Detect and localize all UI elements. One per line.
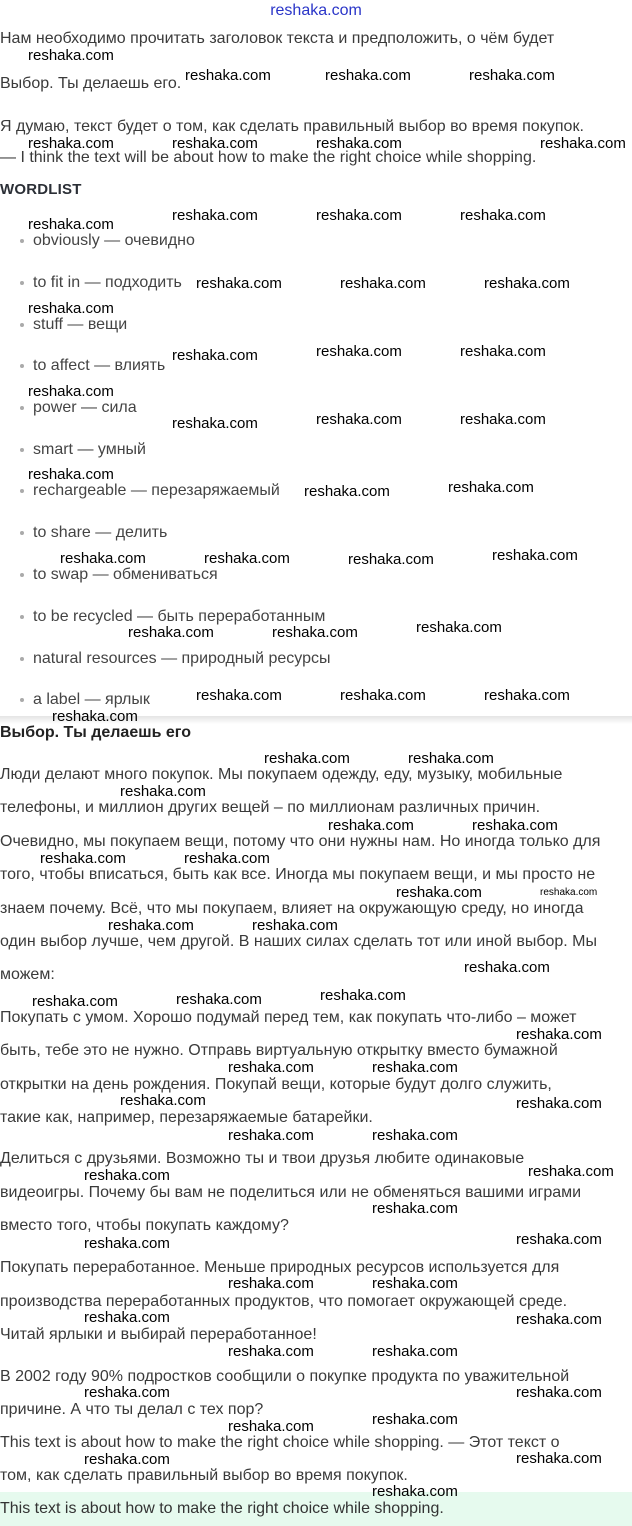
watermark-text: reshaka.com: [472, 817, 558, 834]
watermark-text: reshaka.com: [264, 750, 350, 767]
article-line: открытки на день рождения. Покупай вещи, которые будут долго служить,: [0, 1076, 552, 1093]
watermark-text: reshaka.com: [372, 1483, 458, 1500]
article-line: можем:: [0, 966, 55, 983]
wordlist-item-text: stuff — вещи: [33, 316, 128, 333]
wordlist-item-text: obviously — очевидно: [33, 232, 195, 249]
watermark-text: reshaka.com: [316, 343, 402, 360]
bullet-icon: [20, 657, 24, 661]
watermark-text: reshaka.com: [320, 987, 406, 1004]
watermark-text: reshaka.com: [228, 1275, 314, 1292]
watermark-text: reshaka.com: [372, 1343, 458, 1360]
article-line: том, как сделать правильный выбор во время покупок.: [0, 1467, 408, 1484]
wordlist-item-text: to share — делить: [33, 524, 168, 541]
watermark-text: reshaka.com: [84, 1309, 170, 1326]
watermark-text: reshaka.com: [28, 135, 114, 152]
article-line: Покупать с умом. Хорошо подумай перед тем, как покупать что-либо – может: [0, 1009, 577, 1026]
watermark-text: reshaka.com: [28, 466, 114, 483]
bullet-icon: [20, 489, 24, 493]
watermark-text: reshaka.com: [272, 624, 358, 641]
watermark-text: reshaka.com: [172, 207, 258, 224]
bullet-icon: [20, 448, 24, 452]
watermark-text: reshaka.com: [460, 411, 546, 428]
watermark-text: reshaka.com: [172, 415, 258, 432]
watermark-text: reshaka.com: [120, 1092, 206, 1109]
wordlist-item-text: to fit in — подходить: [33, 274, 182, 291]
article-line: вместо того, чтобы покупать каждому?: [0, 1217, 289, 1234]
watermark-text: reshaka.com: [120, 783, 206, 800]
watermark-text: reshaka.com: [372, 1059, 458, 1076]
wordlist-item-text: a label — ярлык: [33, 691, 150, 708]
watermark-text: reshaka.com: [252, 917, 338, 934]
watermark-text: reshaka.com: [484, 275, 570, 292]
watermark-text: reshaka.com: [469, 67, 555, 84]
answer-en: — I think the text will be about how to make the right choice while shopping.: [0, 149, 537, 166]
wordlist-item-text: to swap — обмениваться: [33, 566, 218, 583]
bullet-icon: [20, 531, 24, 535]
watermark-text: reshaka.com: [28, 300, 114, 317]
wordlist-item: [20, 566, 218, 584]
bullet-icon: [20, 615, 24, 619]
final-answer: This text is about how to make the right choice while shopping.: [0, 1500, 444, 1517]
article-line: Люди делают много покупок. Мы покупаем одежду, еду, музыку, мобильные: [0, 766, 563, 783]
watermark-text: reshaka.com: [408, 750, 494, 767]
bullet-icon: [20, 364, 24, 368]
article-line: телефоны, и миллион других вещей – по миллионам различных причин.: [0, 799, 541, 816]
watermark-text: reshaka.com: [108, 917, 194, 934]
article-line: видеоигры. Почему бы вам не поделиться или не обменяться вашими играми: [0, 1184, 582, 1201]
wordlist-item: [20, 482, 280, 500]
article-line: причине. А что ты делал с тех пор?: [0, 1401, 264, 1418]
article-line: Читай ярлыки и выбирай переработанное!: [0, 1326, 317, 1343]
article-line: Очевидно, мы покупаем вещи, потому что они нужны нам. Но иногда только для: [0, 833, 601, 850]
watermark-text: reshaka.com: [316, 207, 402, 224]
watermark-text: reshaka.com: [516, 1095, 602, 1112]
watermark-text: reshaka.com: [84, 1235, 170, 1252]
watermark-text: reshaka.com: [228, 1418, 314, 1435]
article-line: один выбор лучше, чем другой. В наших силах сделать тот или иной выбор. Мы: [0, 933, 597, 950]
watermark-text: reshaka.com: [528, 1163, 614, 1180]
wordlist-item: [20, 691, 150, 709]
watermark-text: reshaka.com: [228, 1343, 314, 1360]
bullet-icon: [20, 698, 24, 702]
watermark-text: reshaka.com: [516, 1450, 602, 1467]
watermark-text: reshaka.com: [204, 550, 290, 567]
watermark-text: reshaka.com: [540, 887, 598, 898]
wordlist-item-text: to be recycled — быть переработанным: [33, 608, 326, 625]
watermark-text: reshaka.com: [516, 1384, 602, 1401]
bullet-icon: [20, 239, 24, 243]
watermark-text: reshaka.com: [492, 547, 578, 564]
wordlist-heading: WORDLIST: [0, 181, 82, 198]
watermark-text: reshaka.com: [184, 850, 270, 867]
watermark-text: reshaka.com: [128, 624, 214, 641]
watermark-text: reshaka.com: [84, 1451, 170, 1468]
watermark-text: reshaka.com: [372, 1275, 458, 1292]
watermark-text: reshaka.com: [372, 1411, 458, 1428]
site-header-logo[interactable]: reshaka.com: [270, 2, 362, 19]
wordlist-item: [20, 232, 195, 250]
watermark-text: reshaka.com: [516, 1026, 602, 1043]
article-line: Делиться с друзьями. Возможно ты и твои друзья любите одинаковые: [0, 1150, 525, 1167]
watermark-text: reshaka.com: [460, 207, 546, 224]
article-line: быть, тебе это не нужно. Отправь виртуальную открытку вместо бумажной: [0, 1042, 558, 1059]
wordlist-item: [20, 316, 127, 334]
watermark-text: reshaka.com: [52, 708, 138, 725]
watermark-text: reshaka.com: [60, 550, 146, 567]
watermark-text: reshaka.com: [396, 884, 482, 901]
wordlist-item-text: smart — умный: [33, 441, 146, 458]
watermark-text: reshaka.com: [372, 1127, 458, 1144]
wordlist-item-text: power — сила: [33, 399, 137, 416]
article-line: производства переработанных продуктов, что помогает окружающей среде.: [0, 1293, 568, 1310]
watermark-text: reshaka.com: [348, 551, 434, 568]
watermark-text: reshaka.com: [172, 347, 258, 364]
watermark-text: reshaka.com: [28, 47, 114, 64]
watermark-text: reshaka.com: [340, 687, 426, 704]
watermark-text: reshaka.com: [372, 1200, 458, 1217]
wordlist-item: [20, 274, 182, 292]
watermark-text: reshaka.com: [316, 135, 402, 152]
wordlist-item-text: rechargeable — перезаряжаемый: [33, 482, 280, 499]
article-line: This text is about how to make the right choice while shopping. — Этот текст о: [0, 1434, 560, 1451]
watermark-text: reshaka.com: [304, 483, 390, 500]
watermark-text: reshaka.com: [228, 1127, 314, 1144]
watermark-text: reshaka.com: [84, 1384, 170, 1401]
watermark-text: reshaka.com: [416, 619, 502, 636]
watermark-text: reshaka.com: [328, 817, 414, 834]
bullet-icon: [20, 573, 24, 577]
watermark-text: reshaka.com: [196, 275, 282, 292]
watermark-text: reshaka.com: [84, 1167, 170, 1184]
watermark-text: reshaka.com: [516, 1311, 602, 1328]
bullet-icon: [20, 406, 24, 410]
wordlist-item-text: natural resources — природный ресурсы: [33, 650, 331, 667]
watermark-text: reshaka.com: [196, 687, 282, 704]
wordlist-item: [20, 650, 331, 668]
article-line: знаем почему. Всё, что мы покупаем, влияет на окружающую среду, но иногда: [0, 900, 584, 917]
article-line: Покупать переработанное. Меньше природных ресурсов используется для: [0, 1259, 560, 1276]
watermark-text: reshaka.com: [464, 959, 550, 976]
site-header: [0, 2, 632, 20]
article-line: того, чтобы вписаться, быть как все. Иногда мы покупаем вещи, и мы просто не: [0, 866, 596, 883]
watermark-text: reshaka.com: [176, 991, 262, 1008]
article-line: В 2002 году 90% подростков сообщили о покупке продукта по уважительной: [0, 1368, 570, 1385]
watermark-text: reshaka.com: [484, 687, 570, 704]
watermark-text: reshaka.com: [28, 383, 114, 400]
watermark-text: reshaka.com: [448, 479, 534, 496]
watermark-text: reshaka.com: [172, 135, 258, 152]
wordlist-item: [20, 357, 165, 375]
watermark-text: reshaka.com: [460, 343, 546, 360]
article-title: Выбор. Ты делаешь его: [0, 724, 191, 741]
answer-ru: Я думаю, текст будет о том, как сделать правильный выбор во время покупок.: [0, 118, 584, 135]
watermark-text: reshaka.com: [316, 411, 402, 428]
watermark-text: reshaka.com: [185, 67, 271, 84]
article-line: такие как, например, перезаряжаемые батарейки.: [0, 1109, 373, 1126]
watermark-text: reshaka.com: [32, 993, 118, 1010]
watermark-text: reshaka.com: [28, 216, 114, 233]
bullet-icon: [20, 323, 24, 327]
task-text: Нам необходимо прочитать заголовок текста и предположить, о чём будет: [0, 30, 555, 47]
wordlist-item-text: to affect — влиять: [33, 357, 166, 374]
watermark-text: reshaka.com: [540, 135, 626, 152]
watermark-text: reshaka.com: [40, 850, 126, 867]
watermark-text: reshaka.com: [516, 1231, 602, 1248]
watermark-text: reshaka.com: [228, 1059, 314, 1076]
watermark-text: reshaka.com: [340, 275, 426, 292]
wordlist-item: [20, 441, 146, 459]
bullet-icon: [20, 281, 24, 285]
watermark-text: reshaka.com: [325, 67, 411, 84]
wordlist-item: [20, 524, 167, 542]
wordlist-item: [20, 399, 137, 417]
text-title: Выбор. Ты делаешь его.: [0, 75, 182, 92]
